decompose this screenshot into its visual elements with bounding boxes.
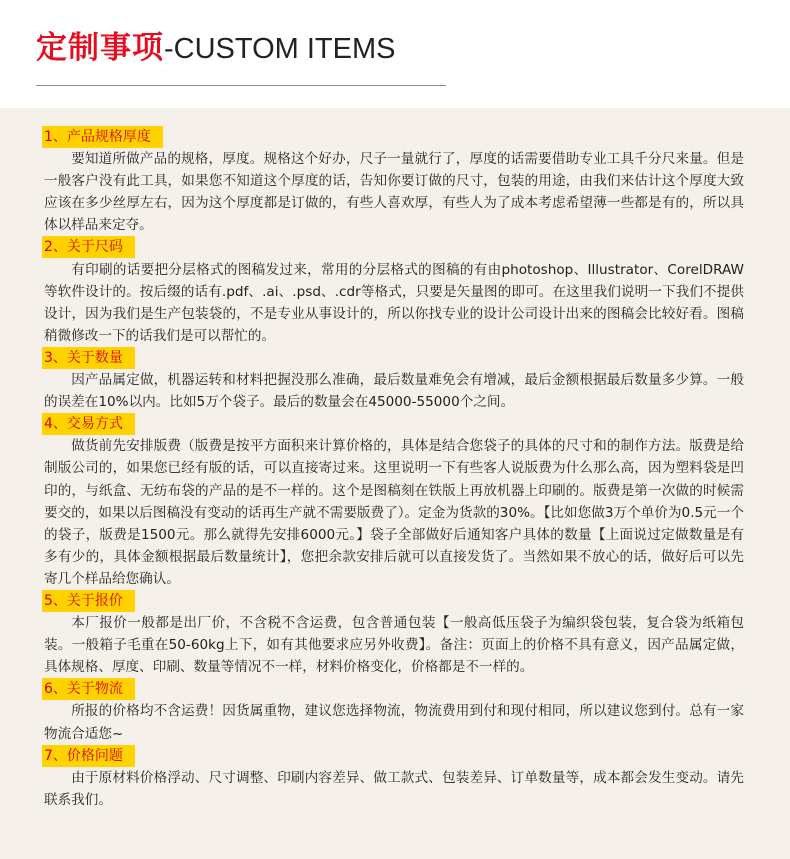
section-body: 做货前先安排版费（版费是按平方面积来计算价格的，具体是结合您袋子的具体的尺寸和的制作方法。版费是给制版公司的，如果您已经有版的话，可以直接寄过来。这里说明一下有些客人说版费为什么那么高，因为塑料袋是凹印的，与纸盒、无纺布袋的产品的是不一样的。这个是图稿刻在铁版上再放机器上印刷的。版费是第一次做的时候需要交的，如果以后图稿没有变动的话再生产就不需要版费了）。定金为货款的30%。【比如您做3万个单价为0.5元一个的袋子，版费是1500元。那么就得先安排6000元。】袋子全部做好后通知客户具体的数量【上面说过定做数量是有多有少的，具体金额根据最后数量统计】，您把余款安排后就可以直接发货了。当然如果不放心的话，做好后可以先寄几个样品给您确认。 bbox=[44, 438, 744, 587]
section-title: 3、关于数量 bbox=[42, 347, 135, 369]
section-title: 7、价格问题 bbox=[42, 745, 135, 767]
section-title: 2、关于尺码 bbox=[42, 236, 135, 258]
section-body: 本厂报价一般都是出厂价，不含税不含运费，包含普通包装【一般高低压袋子为编织袋包装，复合袋为纸箱包装。一般箱子毛重在50-60kg上下，如有其他要求应另外收费】。备注：页面上的价格不具有意义，因产品属定做，具体规格、厚度、印刷、数量等情况不一样，材料价格变化，价格都是不一样的。 bbox=[44, 615, 744, 676]
section-quantity bbox=[44, 347, 744, 413]
section-title: 5、关于报价 bbox=[42, 590, 135, 612]
section-quote bbox=[44, 590, 744, 678]
section-title: 1、产品规格厚度 bbox=[42, 126, 163, 148]
title-divider bbox=[36, 85, 446, 86]
page-title-en: -CUSTOM ITEMS bbox=[164, 33, 396, 65]
section-artwork bbox=[44, 236, 744, 346]
section-title: 6、关于物流 bbox=[42, 678, 135, 700]
section-body: 所报的价格均不含运费！因货属重物，建议您选择物流，物流费用到付和现付相同，所以建议您到付。总有一家物流合适您~ bbox=[44, 703, 744, 742]
section-payment bbox=[44, 413, 744, 590]
section-title: 4、交易方式 bbox=[42, 413, 135, 435]
section-body: 由于原材料价格浮动、尺寸调整、印刷内容差异、做工款式、包装差异、订单数量等，成本都会发生变动。请先联系我们。 bbox=[44, 769, 744, 808]
page-title bbox=[36, 28, 395, 69]
content bbox=[44, 126, 744, 811]
section-pricing bbox=[44, 745, 744, 811]
page-title-cn: 定制事项 bbox=[36, 30, 164, 66]
section-body: 要知道所做产品的规格，厚度。规格这个好办，尺子一量就行了，厚度的话需要借助专业工具千分尺来量。但是一般客户没有此工具，如果您不知道这个厚度的话，告知你要订做的尺寸，包装的用途，由我们来估计这个厚度大致应该在多少丝厚左右，因为这个厚度都是订做的，有些人喜欢厚，有些人为了成本考虑希望薄一些都是有的，所以具体以样品来定夺。 bbox=[44, 151, 744, 234]
section-specs bbox=[44, 126, 744, 236]
section-body: 有印刷的话要把分层格式的图稿发过来，常用的分层格式的图稿的有由photoshop、Illustrator、CorelDRAW等软件设计的。按后缀的话有.pdf、.ai、.psd、.cdr等格式，只要是矢量图的即可。在这里我们说明一下我们不提供设计，因为我们是生产包装袋的，不是专业从事设计的，所以你找专业的设计公司设计出来的图稿会比较好看。图稿稍微修改一下的话我们是可以帮忙的。 bbox=[44, 261, 744, 344]
section-logistics bbox=[44, 678, 744, 744]
header bbox=[0, 0, 790, 108]
section-body: 因产品属定做，机器运转和材料把握没那么准确，最后数量难免会有增减，最后金额根据最后数量多少算。一般的误差在10%以内。比如5万个袋子。最后的数量会在45000-55000个之间。 bbox=[44, 372, 744, 411]
